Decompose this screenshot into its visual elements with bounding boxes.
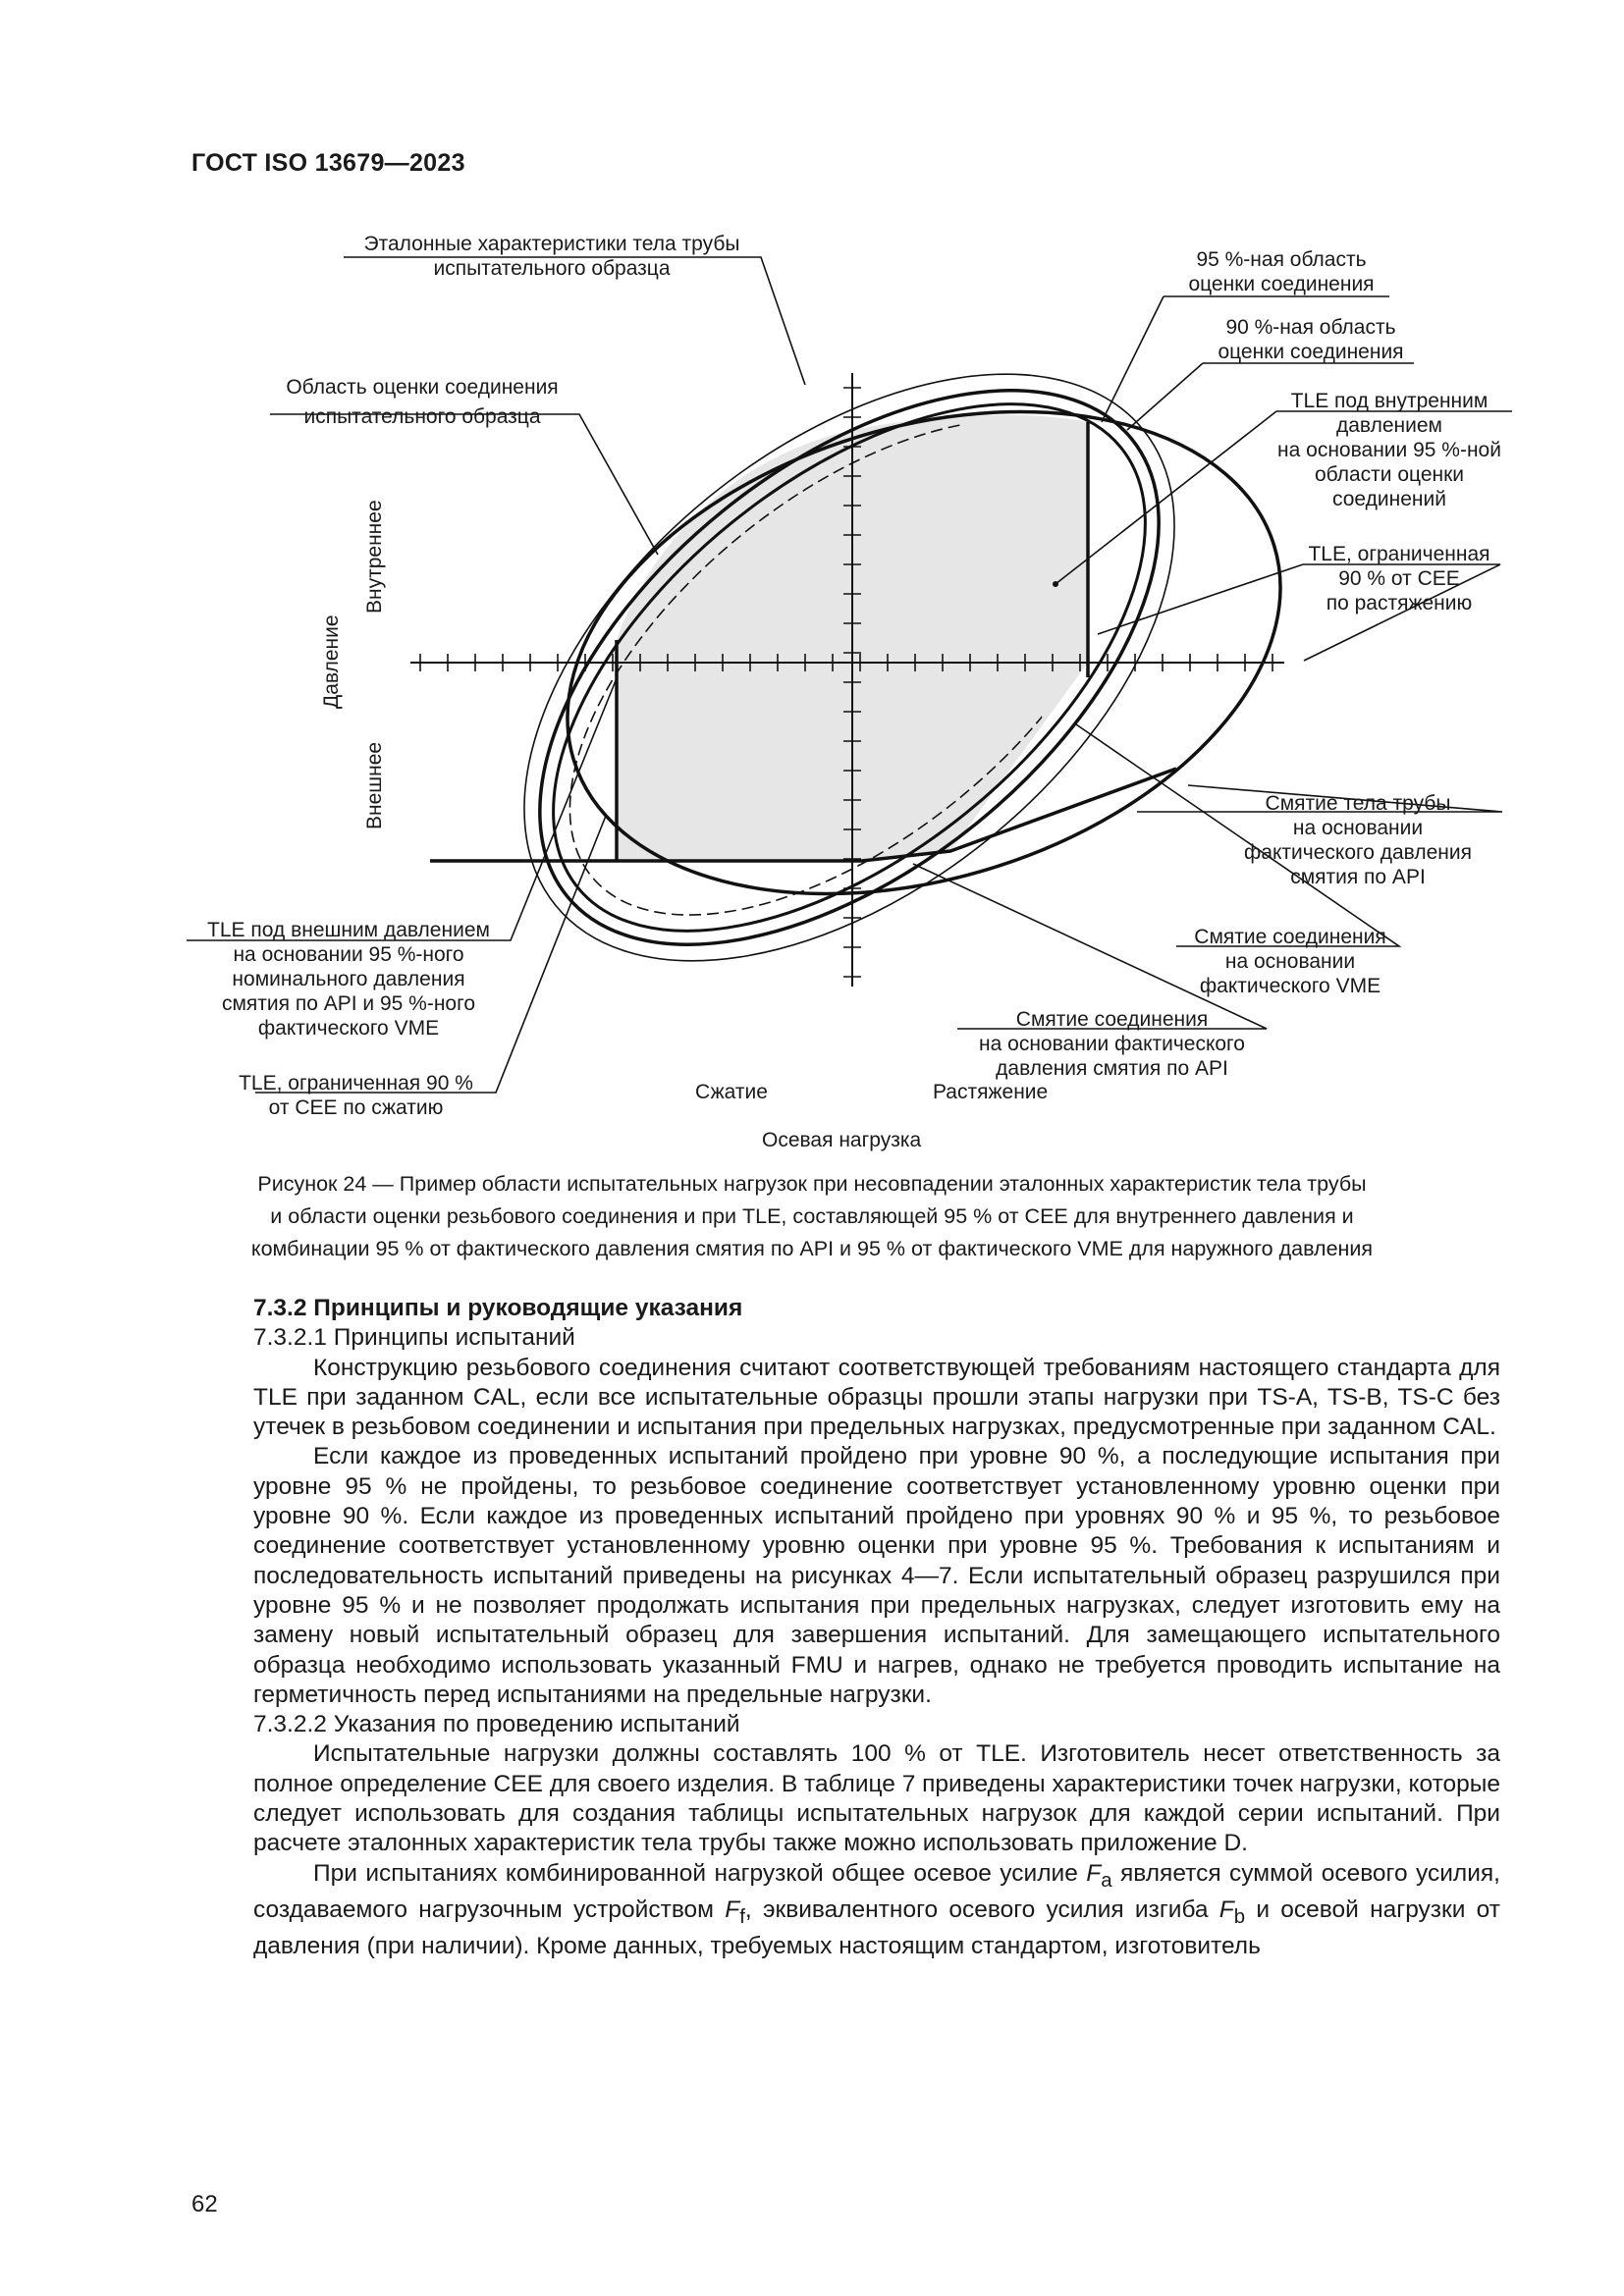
- label-tle-tension: TLE, ограниченная 90 % от CEE по растяжению: [1308, 543, 1490, 614]
- label-tle-external: TLE под внешним давлением на основании 95 %-ного номинального давления смятия по API и 95 %-ного фактического VME: [207, 919, 490, 1040]
- figure-caption: Рисунок 24 — Пример области испытательных нагрузок при несовпадении эталонных характеристик тела трубы и области оценки резьбового соединения и при TLE, составляющей 95 % от CEE для внутреннего давления и комбинации 95 % от фактического давления смятия по API и 95 % от фактического VME для наружного давления: [250, 1172, 1374, 1260]
- axis-label-internal: Внутреннее: [363, 500, 386, 614]
- label-connection-area: Область оценки соединения испытательного образца: [286, 376, 559, 428]
- paragraph: При испытаниях комбинированной нагрузкой общее осевое усилие $F_a$ является суммой осевого усилия, создаваемого нагрузочным устройством $F_f$, эквивалентного осевого усилия изгиба $F_b$ и осевой нагрузки от давления (при наличии). Кроме данных, требуемых настоящим стандартом, изготовитель: [253, 1859, 1500, 1960]
- label-tle-compression: TLE, ограниченная 90 % от CEE по сжатию: [239, 1072, 473, 1119]
- document-header: ГОСТ ISO 13679—2023: [191, 149, 465, 177]
- axis-label-pressure: Давление: [320, 614, 343, 709]
- label-area-90: 90 %-ная область оценки соединения: [1218, 316, 1404, 363]
- paragraph: Если каждое из проведенных испытаний пройдено при уровне 90 %, а последующие испытания при уровне 95 % не пройдены, то резьбовое соединение соответствует установленному уровню оценки при уровне 90 %. Если каждое из проведенных испытаний пройдено при уровнях 90 % и 95 %, то резьбовое соединение соответствует установленному уровню оценки при уровне 95 %. Требования к испытаниям и последовательность испытаний приведены на рисунках 4—7. Если испытательный образец разрушился при уровне 95 % и не позволяет продолжать испытания при предельных нагрузках, следует изготовить ему на замену новый испытательный образец для завершения испытаний. Для замещающего испытательного образца необходимо использовать указанный FMU и нагрев, однако не требуется проводить испытание на герметичность перед испытаниями на предельные нагрузки.: [253, 1443, 1500, 1708]
- section-heading-7-3-2-2: 7.3.2.2 Указания по проведению испытаний: [253, 1711, 740, 1738]
- label-area-95: 95 %-ная область оценки соединения: [1188, 248, 1375, 295]
- axis-label-axial-load: Осевая нагрузка: [762, 1129, 922, 1151]
- body-text: [253, 1294, 1500, 1961]
- axis-label-compression: Сжатие: [695, 1081, 768, 1103]
- label-connection-collapse-api: Смятие соединения на основании фактического давления смятия по API: [979, 1008, 1245, 1080]
- label-body-collapse: Смятие тела трубы на основании фактического давления смятия по API: [1244, 792, 1472, 888]
- page-number: 62: [191, 2191, 218, 2217]
- axis-label-external: Внешнее: [363, 741, 386, 829]
- label-reference-body: Эталонные характеристики тела трубы испытательного образца: [363, 233, 740, 280]
- section-heading-7-3-2: 7.3.2 Принципы и руководящие указания: [253, 1295, 743, 1321]
- paragraph: Конструкцию резьбового соединения считают соответствующей требованиям настоящего стандарта для TLE при заданном CAL, если все испытательные образцы прошли этапы нагрузки при TS-A, TS-B, TS-C без утечек в резьбовом соединении и испытания при предельных нагрузках, предусмотренные при заданном CAL.: [253, 1354, 1500, 1441]
- paragraph: Испытательные нагрузки должны составлять 100 % от TLE. Изготовитель несет ответственность за полное определение CEE для своего изделия. В таблице 7 приведены характеристики точек нагрузки, которые следует использовать для создания таблицы испытательных нагрузок для каждой серии испытаний. При расчете эталонных характеристик тела трубы также можно использовать приложение D.: [253, 1740, 1500, 1857]
- axis-label-tension: Растяжение: [933, 1081, 1049, 1103]
- label-connection-collapse-vme: Смятие соединения на основании фактического VME: [1194, 926, 1386, 997]
- label-tle-internal: TLE под внутренним давлением на основании 95 %-ной области оценки соединений: [1277, 390, 1501, 510]
- section-heading-7-3-2-1: 7.3.2.1 Принципы испытаний: [253, 1324, 575, 1352]
